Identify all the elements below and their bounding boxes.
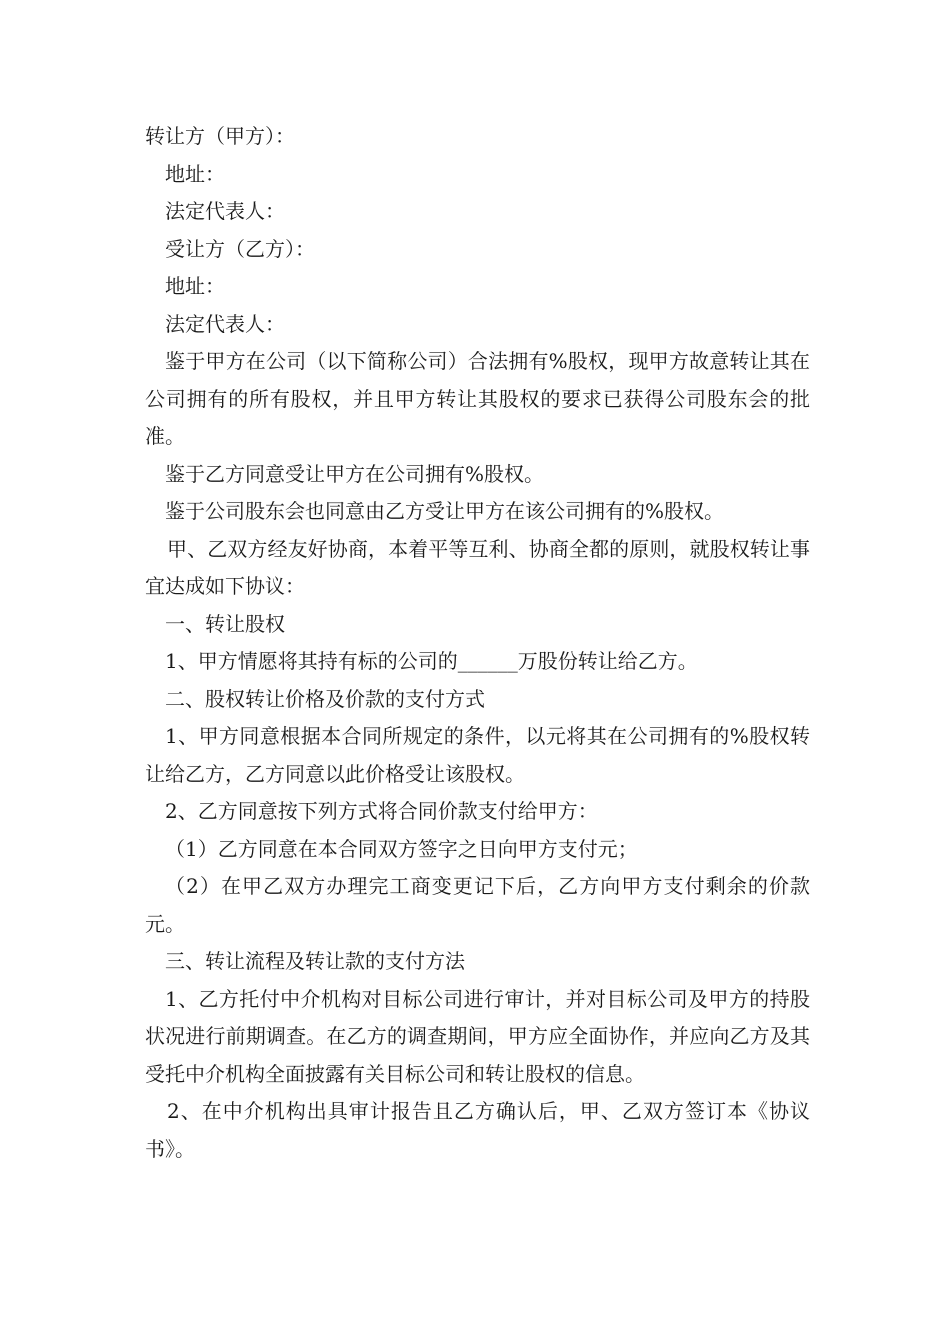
transferee-legal-rep: 法定代表人： <box>165 311 285 336</box>
section-3-clause-2: 2、在中介机构出具审计报告且乙方确认后，甲、乙双方签订本《协议书》。 <box>145 1099 810 1161</box>
document-page <box>145 118 810 1168</box>
section-2-clause-2-item-2: （2）在甲乙双方办理完工商变更记下后，乙方向甲方支付剩余的价款元。 <box>145 874 810 936</box>
recital-2: 鉴于乙方同意受让甲方在公司拥有%股权。 <box>165 461 545 486</box>
recital-1: 鉴于甲方在公司（以下简称公司）合法拥有%股权，现甲方故意转让其在公司拥有的所有股权，并且甲方转让其股权的要求已获得公司股东会的批准。 <box>145 349 810 448</box>
agreement-preamble: 甲、乙双方经友好协商，本着平等互利、协商全都的原则，就股权转让事宜达成如下协议： <box>145 536 810 598</box>
transferor-address: 地址： <box>165 161 225 186</box>
recital-3: 鉴于公司股东会也同意由乙方受让甲方在该公司拥有的%股权。 <box>165 499 725 523</box>
section-2-heading: 二、股权转让价格及价款的支付方式 <box>165 686 485 711</box>
section-3-clause-1: 1、乙方托付中介机构对目标公司进行审计，并对目标公司及甲方的持股状况进行前期调查。在乙方的调查期间，甲方应全面协作，并应向乙方及其受托中介机构全面披露有关目标公司和转让股权的信息。 <box>145 986 810 1086</box>
transferee-address: 地址： <box>165 274 225 298</box>
section-1-heading: 一、转让股权 <box>165 611 285 636</box>
section-3-heading: 三、转让流程及转让款的支付方法 <box>165 949 465 973</box>
transferor-legal-rep: 法定代表人： <box>165 199 285 223</box>
section-2-clause-2: 2、乙方同意按下列方式将合同价款支付给甲方： <box>165 799 598 823</box>
transferor-heading: 转让方（甲方）： <box>145 124 295 148</box>
section-2-clause-2-item-1: （1）乙方同意在本合同双方签字之日向甲方支付元； <box>165 836 638 861</box>
transferee-heading: 受让方（乙方）： <box>165 236 315 261</box>
section-1-clause-1: 1、甲方情愿将其持有标的公司的______万股份转让给乙方。 <box>165 649 698 673</box>
section-2-clause-1: 1、甲方同意根据本合同所规定的条件，以元将其在公司拥有的%股权转让给乙方，乙方同意以此价格受让该股权。 <box>145 724 810 786</box>
